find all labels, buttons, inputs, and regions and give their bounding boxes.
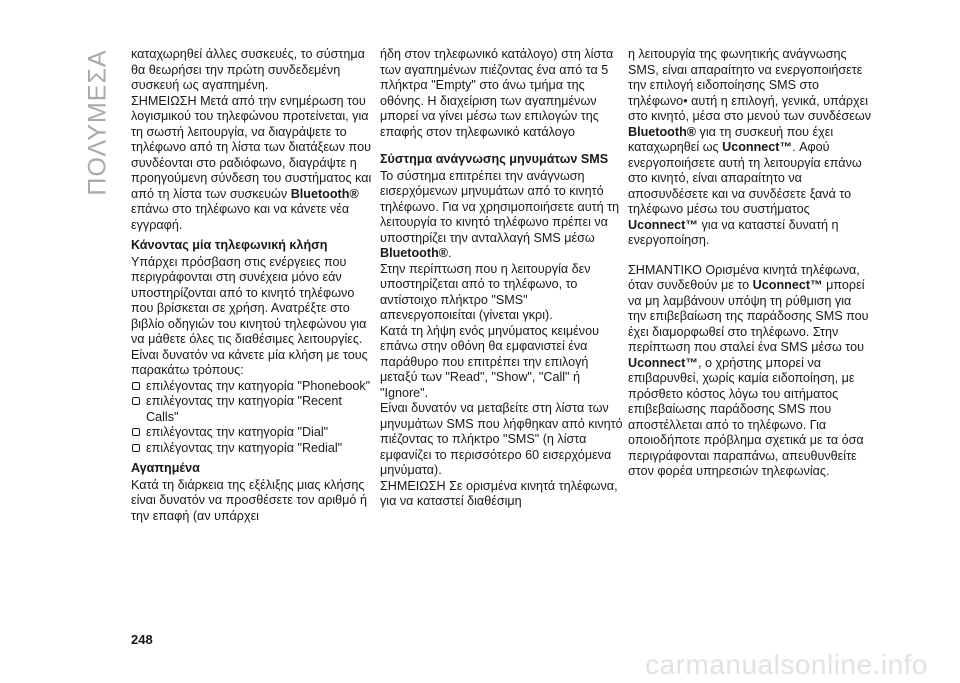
paragraph: Είναι δυνατόν να μεταβείτε στη λίστα των μηνυμάτων SMS που λήφθηκαν από κινητό πιέζοντας το πλήκτρο "SMS" (η λίστα εμφανίζει το περισσότερο 60 εισερχόμενα μηνύματα). — [380, 401, 623, 477]
note-paragraph: ΣΗΜΕΙΩΣΗ Σε ορισμένα κινητά τηλέφωνα, για να καταστεί διαθέσιμη — [380, 478, 618, 508]
note-paragraph: ΣΗΜΕΙΩΣΗ Μετά από την ενημέρωση του λογισμικού του τηλεφώνου προτείνεται, για τη σωστή λειτουργία, να διαγράψετε το τηλέφωνο από τη λίστα των διατάξεων που συνδέονται στο ραδιόφωνο, διαγράψτε η προηγούμενη σύνδεση του συστήματος και από τη λίστα των συσκευών Bluetooth® επάνω στο τηλέφωνο και να κάνετε νέα εγγραφή. — [131, 93, 372, 232]
column-3 — [628, 47, 872, 480]
list-item: επιλέγοντας την κατηγορία "Phonebook" — [131, 379, 375, 395]
paragraph: Στην περίπτωση που η λειτουργία δεν υποστηρίζεται από το τηλέφωνο, το αντίστοιχο πλήκτρο "SMS" απενεργοποιείται (γίνεται γκρι). — [380, 261, 591, 322]
list-item: επιλέγοντας την κατηγορία "Dial" — [131, 425, 375, 441]
checkbox-bullet-icon — [132, 444, 140, 452]
checkbox-bullet-icon — [132, 397, 140, 405]
paragraph: Το σύστημα επιτρέπει την ανάγνωση εισερχόμενων μηνυμάτων από το κινητό τηλέφωνο. Για να χρησιμοποιήσετε αυτή τη λειτουργία το κινητό τηλέφωνο πρέπει να υποστηρίζει την ανταλλαγή SMS μέσω Bluetooth®. — [380, 168, 620, 260]
section-tab — [84, 38, 112, 206]
section-tab-label: ΠΟΛΥΜΕΣΑ — [83, 48, 112, 196]
section-heading: Αγαπημένα — [131, 461, 200, 475]
list-item: επιλέγοντας την κατηγορία "Redial" — [131, 441, 375, 457]
section-heading: Σύστημα ανάγνωσης μηνυμάτων SMS — [380, 152, 609, 166]
paragraph: Υπάρχει πρόσβαση στις ενέργειες που περιγράφονται στη συνέχεια μόνο εάν υποστηρίζονται από το κινητό τηλέφωνο που βρίσκεται σε χρήση. Ανατρέξτε στο βιβλίο οδηγιών του κινητού τηλεφώνου για να μάθετε όλες τις διαθέσιμες λειτουργίες. — [131, 254, 367, 346]
checkbox-bullet-icon — [132, 428, 140, 436]
page-number: 248 — [131, 632, 153, 647]
watermark — [0, 647, 960, 683]
section-heading: Κάνοντας μία τηλεφωνική κλήση — [131, 238, 328, 252]
paragraph: Είναι δυνατόν να κάνετε μία κλήση με τους παρακάτω τρόπους: — [131, 347, 368, 377]
column-1 — [131, 47, 375, 524]
paragraph: η λειτουργία της φωνητικής ανάγνωσης SMS, είναι απαραίτητο να ενεργοποιήσετε την επιλογή ειδοποίησης SMS στο τηλέφωνο• αυτή η επιλογή, γενικά, υπάρχει στο κινητό, μέσα στο μενού των συνδέσεων Bluetooth® για τη συσκευή που έχει καταχωρηθεί ως Uconnect™. Αφού ενεργοποιήσετε αυτή τη λειτουργία επάνω στο κινητό, είναι απαραίτητο να αποσυνδέσετε και να συνδέσετε ξανά το τηλέφωνο μέσω του συστήματος Uconnect™ για να καταστεί δυνατή η ενεργοποίηση. — [628, 47, 872, 247]
paragraph: Κατά τη λήψη ενός μηνύματος κειμένου επάνω στην οθόνη θα εμφανιστεί ένα παράθυρο που επιτρέπει την επιλογή μεταξύ των "Read", "Show", "Call" ή "Ignore". — [380, 323, 599, 400]
paragraph: Κατά τη διάρκεια της εξέλιξης μιας κλήσης είναι δυνατόν να προσθέσετε τον αριθμό ή την επαφή (αν υπάρχει — [131, 477, 367, 523]
paragraph: ήδη στον τηλεφωνικό κατάλογο) στη λίστα των αγαπημένων πιέζοντας ένα από τα 5 πλήκτρα "Empty" στο άνω τμήμα της οθόνης. Η διαχείριση των αγαπημένων μπορεί να γίνει μέσω των επιλογών της επαφής στον τηλεφωνικό κατάλογο — [380, 47, 614, 139]
important-paragraph: ΣΗΜΑΝΤΙΚΟ Ορισμένα κινητά τηλέφωνα, όταν συνδεθούν με το Uconnect™ μπορεί να μη λαμβάνουν υπόψη τη ρύθμιση για την επιβεβαίωση της παράδοσης SMS που έχει διαμορφωθεί στο τηλέφωνο. Στην περίπτωση που σταλεί ένα SMS μέσω του Uconnect™, ο χρήστης μπορεί να επιβαρυνθεί, χωρίς καμία ειδοποίηση, με πρόσθετο κόστος λόγω του αιτήματος επιβεβαίωσης παράδοσης SMS που αποστέλλεται από το τηλέφωνο. Για οποιοδήποτε πρόβλημα σχετικά με τα όσα περιγράφονται παραπάνω, απευθυνθείτε στον φορέα υπηρεσιών τηλεφωνίας. — [628, 262, 869, 478]
paragraph: καταχωρηθεί άλλες συσκευές, το σύστημα θα θεωρήσει την πρώτη συνδεδεμένη συσκευή ως αγαπημένη. — [131, 47, 365, 92]
column-2 — [380, 47, 624, 510]
checkbox-bullet-icon — [132, 382, 140, 390]
list-item: επιλέγοντας την κατηγορία "Recent Calls" — [131, 394, 375, 425]
watermark-text: carmanualsonline.info — [645, 649, 928, 680]
